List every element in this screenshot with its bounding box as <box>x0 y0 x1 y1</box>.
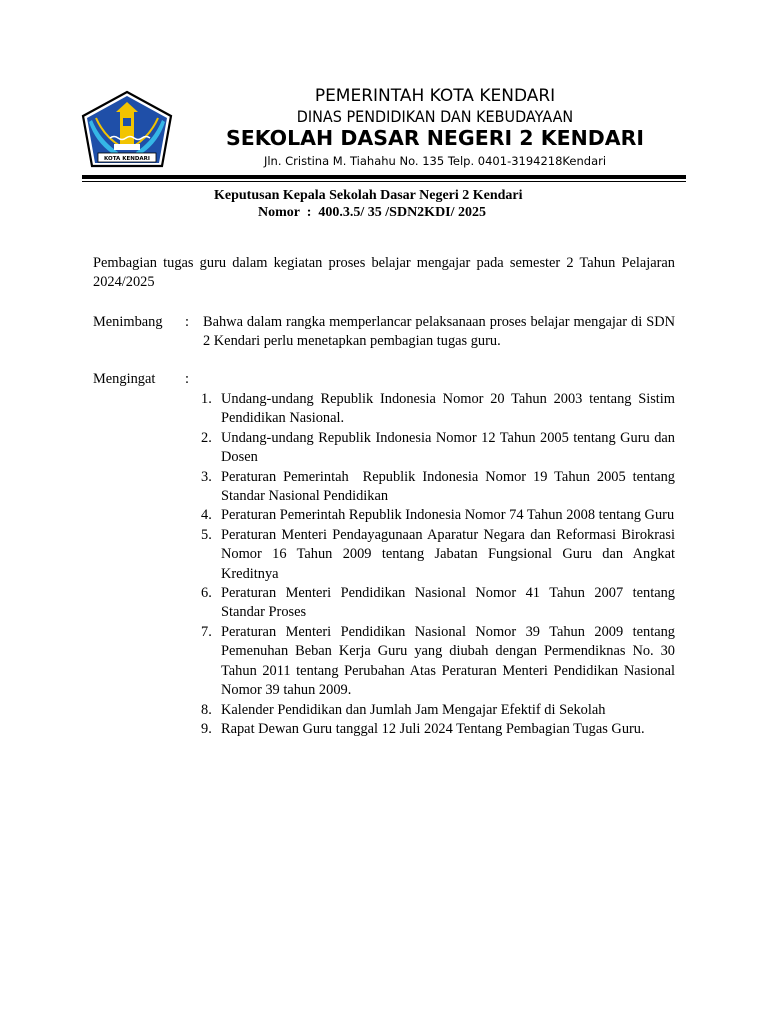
list-item <box>200 390 675 429</box>
list-item-number: 9. <box>201 720 212 737</box>
list-item-text: Peraturan Pemerintah Republik Indonesia Nomor 74 Tahun 2008 tentang Guru <box>221 507 675 524</box>
list-item <box>200 429 675 468</box>
list-item-number: 3. <box>201 468 212 485</box>
list-item-number: 4. <box>201 507 212 524</box>
list-item <box>200 506 675 525</box>
list-item-text: Peraturan Menteri Pendayagunaan Aparatur Negara dan Reformasi Birokrasi Nomor 16 Tahun 2009 tentang Jabatan Fungsional Guru dan Angkat Kreditnya <box>221 526 675 582</box>
list-item-text: Peraturan Menteri Pendidikan Nasional Nomor 41 Tahun 2007 tentang Standar Proses <box>221 585 675 621</box>
list-item <box>200 701 675 720</box>
kota-kendari-emblem-icon <box>80 90 174 172</box>
list-item <box>200 526 675 584</box>
list-item-text: Rapat Dewan Guru tanggal 12 Juli 2024 Tentang Pembagian Tugas Guru. <box>221 720 645 737</box>
list-item <box>200 584 675 623</box>
logo-text: KOTA KENDARI <box>104 156 150 162</box>
list-item-number: 5. <box>201 526 212 543</box>
list-item-text: Kalender Pendidikan dan Jumlah Jam Mengajar Efektif di Sekolah <box>221 701 606 718</box>
list-item-text: Peraturan Menteri Pendidikan Nasional Nomor 39 Tahun 2009 tentang Pemenuhan Beban Kerja Guru yang diubah dengan Permendiknas No. 30 Tahun 2011 tentang Perubahan Atas Peraturan Menteri Pendidikan Nasional Nomor 39 tahun 2009. <box>221 623 675 699</box>
decree-title: Keputusan Kepala Sekolah Dasar Negeri 2 Kendari <box>214 188 523 203</box>
government-name: PEMERINTAH KOTA KENDARI <box>314 86 556 106</box>
list-item-number: 7. <box>201 623 212 640</box>
list-item-number: 1. <box>201 391 212 407</box>
menimbang-text: Bahwa dalam rangka memperlancar pelaksanaan proses belajar mengajar di SDN 2 Kendari perlu menetapkan pembagian tugas guru. <box>203 314 675 350</box>
school-name: SEKOLAH DASAR NEGERI 2 KENDARI <box>225 126 645 150</box>
list-item <box>200 720 675 739</box>
mengingat-label: Mengingat <box>93 371 156 387</box>
list-item-text: Undang-undang Republik Indonesia Nomor 12 Tahun 2005 tentang Guru dan Dosen <box>221 429 675 466</box>
menimbang-label: Menimbang <box>93 314 163 330</box>
mengingat-colon: : <box>185 371 189 387</box>
department-name: DINAS PENDIDIKAN DAN KEBUDAYAAN <box>296 107 574 126</box>
mengingat-list <box>200 390 679 739</box>
decree-number: Nomor : 400.3.5/ 35 /SDN2KDI/ 2025 <box>258 205 487 220</box>
list-item-number: 8. <box>201 701 212 718</box>
letterhead-divider-thick <box>82 175 686 179</box>
letterhead-divider-thin <box>82 181 686 182</box>
school-address: Jln. Cristina M. Tiahahu No. 135 Telp. 0401-3194218Kendari <box>263 154 607 168</box>
list-item-text: Undang-undang Republik Indonesia Nomor 20 Tahun 2003 tentang Sistim Pendidikan Nasional. <box>221 391 675 427</box>
list-item-text: Peraturan Pemerintah Republik Indonesia Nomor 19 Tahun 2005 tentang Standar Nasional Pendidikan <box>221 468 679 505</box>
list-item <box>200 623 675 701</box>
intro-paragraph: Pembagian tugas guru dalam kegiatan proses belajar mengajar pada semester 2 Tahun Pelajaran 2024/2025 <box>93 255 675 291</box>
list-item <box>200 468 679 507</box>
list-item-number: 6. <box>201 585 212 602</box>
menimbang-colon: : <box>185 314 189 330</box>
list-item-number: 2. <box>201 429 212 446</box>
